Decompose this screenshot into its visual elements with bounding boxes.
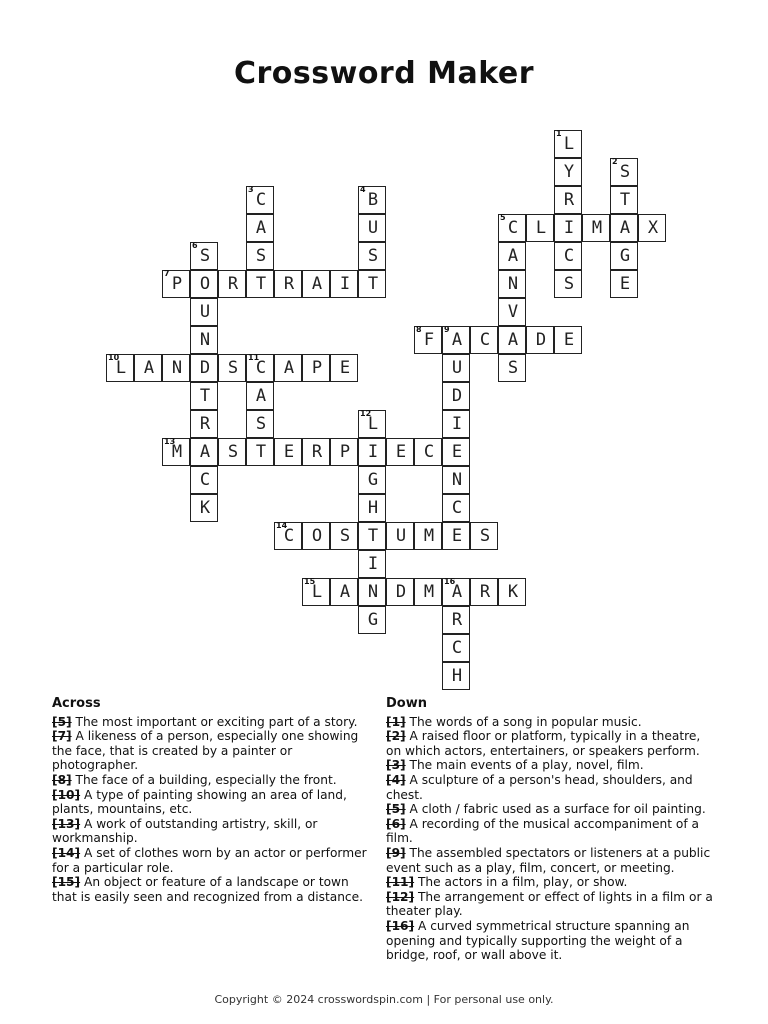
clue-text: A set of clothes worn by an actor or performer for a particular role. — [52, 845, 367, 875]
across-clue — [52, 788, 377, 817]
cell-letter: B — [367, 190, 379, 210]
cell-letter: T — [367, 274, 379, 294]
cell-letter: E — [563, 330, 575, 350]
across-clue — [52, 817, 377, 846]
cell-letter: F — [423, 330, 435, 350]
grid-cell[interactable] — [330, 354, 358, 382]
cell-letter: D — [535, 330, 547, 350]
grid-cell[interactable] — [162, 270, 190, 298]
cell-letter: Y — [563, 162, 575, 182]
grid-cell[interactable] — [386, 438, 414, 466]
clue-number-label: [13] — [52, 816, 81, 831]
cell-letter: N — [199, 330, 211, 350]
cell-letter: S — [255, 414, 267, 434]
down-clue — [386, 715, 716, 730]
grid-cell[interactable] — [638, 214, 666, 242]
clue-text: A cloth / fabric used as a surface for oil painting. — [405, 802, 706, 817]
clue-number: 7 — [164, 269, 170, 278]
cell-letter: U — [395, 526, 407, 546]
clue-number-label: [12] — [386, 889, 415, 904]
cell-letter: H — [367, 498, 379, 518]
clue-text: A work of outstanding artistry, skill, or workmanship. — [52, 816, 318, 846]
cell-letter: C — [199, 470, 211, 490]
grid-cell[interactable] — [274, 354, 302, 382]
grid-cell[interactable] — [190, 466, 218, 494]
cell-letter: S — [367, 246, 379, 266]
clue-number-label: [11] — [386, 875, 415, 890]
cell-letter: A — [255, 386, 267, 406]
clue-text: A type of painting showing an area of land, plants, mountains, etc. — [52, 787, 347, 817]
clue-number-label: [1] — [386, 714, 406, 729]
cell-letter: T — [255, 442, 267, 462]
grid-cell[interactable] — [442, 326, 470, 354]
grid-cell[interactable] — [554, 326, 582, 354]
cell-letter: A — [143, 358, 155, 378]
cell-letter: A — [507, 330, 519, 350]
grid-cell[interactable] — [610, 186, 638, 214]
grid-cell[interactable] — [610, 158, 638, 186]
across-clue — [52, 729, 377, 773]
clue-number: 14 — [276, 521, 288, 530]
across-heading: Across — [52, 696, 101, 711]
grid-cell[interactable] — [498, 326, 526, 354]
cell-letter: S — [227, 442, 239, 462]
grid-cell[interactable] — [358, 466, 386, 494]
cell-letter: N — [451, 470, 463, 490]
grid-cell[interactable] — [358, 606, 386, 634]
cell-letter: H — [451, 666, 463, 686]
cell-letter: G — [619, 246, 631, 266]
grid-cell[interactable] — [414, 438, 442, 466]
grid-cell[interactable] — [554, 130, 582, 158]
down-clue — [386, 802, 716, 817]
cell-letter: L — [367, 414, 379, 434]
grid-cell[interactable] — [190, 494, 218, 522]
cell-letter: M — [171, 442, 183, 462]
grid-cell[interactable] — [302, 578, 330, 606]
grid-cell[interactable] — [610, 270, 638, 298]
grid-cell[interactable] — [498, 298, 526, 326]
cell-letter: C — [451, 638, 463, 658]
cell-letter: L — [535, 218, 547, 238]
grid-cell[interactable] — [582, 214, 610, 242]
cell-letter: U — [367, 218, 379, 238]
across-clue — [52, 846, 377, 875]
cell-letter: C — [255, 358, 267, 378]
cell-letter: R — [563, 190, 575, 210]
cell-letter: N — [507, 274, 519, 294]
clue-text: A recording of the musical accompaniment of a film. — [386, 816, 699, 846]
across-clue — [52, 875, 377, 904]
cell-letter: C — [451, 498, 463, 518]
cell-letter: T — [367, 526, 379, 546]
across-clue — [52, 715, 377, 730]
grid-cell[interactable] — [246, 270, 274, 298]
clue-number: 8 — [416, 325, 422, 334]
grid-cell[interactable] — [274, 522, 302, 550]
cell-letter: A — [255, 218, 267, 238]
cell-letter: T — [199, 386, 211, 406]
grid-cell[interactable] — [134, 354, 162, 382]
clue-number: 4 — [360, 185, 366, 194]
grid-cell[interactable] — [218, 438, 246, 466]
clue-number: 2 — [612, 157, 618, 166]
clue-text: A likeness of a person, especially one showing the face, that is created by a painter or photographer. — [52, 729, 359, 773]
cell-letter: I — [339, 274, 351, 294]
clue-number-label: [8] — [52, 772, 72, 787]
cell-letter: M — [591, 218, 603, 238]
down-clue — [386, 846, 716, 875]
grid-cell[interactable] — [330, 522, 358, 550]
grid-cell[interactable] — [246, 214, 274, 242]
cell-letter: D — [395, 582, 407, 602]
cell-letter: A — [451, 330, 463, 350]
clue-number-label: [7] — [52, 729, 72, 744]
clue-number-label: [6] — [386, 816, 406, 831]
grid-cell[interactable] — [218, 354, 246, 382]
cell-letter: P — [171, 274, 183, 294]
cell-letter: L — [311, 582, 323, 602]
cell-letter: N — [367, 582, 379, 602]
cell-letter: M — [423, 582, 435, 602]
grid-cell[interactable] — [442, 354, 470, 382]
grid-cell[interactable] — [162, 438, 190, 466]
grid-cell[interactable] — [554, 242, 582, 270]
down-heading: Down — [386, 696, 427, 711]
grid-cell[interactable] — [554, 270, 582, 298]
grid-cell[interactable] — [610, 242, 638, 270]
cell-letter: G — [367, 610, 379, 630]
down-clue — [386, 758, 716, 773]
cell-letter: E — [451, 442, 463, 462]
cell-letter: I — [563, 218, 575, 238]
cell-letter: D — [199, 358, 211, 378]
grid-cell[interactable] — [554, 214, 582, 242]
cell-letter: N — [171, 358, 183, 378]
clue-text: A raised floor or platform, typically in a theatre, on which actors, entertainers, or speakers perform. — [386, 729, 701, 758]
down-clue — [386, 773, 716, 802]
grid-cell[interactable] — [330, 438, 358, 466]
clue-text: A sculpture of a person's head, shoulders, and chest. — [386, 772, 693, 802]
cell-letter: M — [423, 526, 435, 546]
grid-cell[interactable] — [162, 354, 190, 382]
cell-letter: E — [451, 526, 463, 546]
grid-cell[interactable] — [442, 606, 470, 634]
clue-number: 6 — [192, 241, 198, 250]
down-clue — [386, 890, 716, 919]
grid-cell[interactable] — [358, 270, 386, 298]
grid-cell[interactable] — [442, 522, 470, 550]
clue-number: 5 — [500, 213, 506, 222]
grid-cell[interactable] — [302, 354, 330, 382]
clue-number-label: [14] — [52, 845, 81, 860]
grid-cell[interactable] — [470, 522, 498, 550]
clue-number-label: [4] — [386, 772, 406, 787]
cell-letter: A — [283, 358, 295, 378]
grid-cell[interactable] — [470, 578, 498, 606]
cell-letter: S — [255, 246, 267, 266]
cell-letter: T — [619, 190, 631, 210]
grid-cell[interactable] — [442, 634, 470, 662]
grid-cell[interactable] — [358, 438, 386, 466]
cell-letter: X — [647, 218, 659, 238]
clue-number: 10 — [108, 353, 120, 362]
grid-cell[interactable] — [498, 242, 526, 270]
grid-cell[interactable] — [554, 158, 582, 186]
grid-cell[interactable] — [414, 326, 442, 354]
cell-letter: A — [451, 582, 463, 602]
grid-cell[interactable] — [442, 438, 470, 466]
clue-text: The words of a song in popular music. — [405, 714, 642, 729]
cell-letter: R — [199, 414, 211, 434]
clue-number-label: [2] — [386, 729, 406, 744]
clue-text: The face of a building, especially the front. — [71, 772, 337, 787]
cell-letter: R — [311, 442, 323, 462]
cell-letter: C — [283, 526, 295, 546]
grid-cell[interactable] — [246, 410, 274, 438]
grid-cell[interactable] — [218, 270, 246, 298]
clue-number: 9 — [444, 325, 450, 334]
down-clue — [386, 817, 716, 846]
grid-cell[interactable] — [498, 354, 526, 382]
grid-cell[interactable] — [414, 522, 442, 550]
cell-letter: O — [311, 526, 323, 546]
down-clue — [386, 919, 716, 963]
grid-cell[interactable] — [358, 494, 386, 522]
grid-cell[interactable] — [442, 382, 470, 410]
grid-cell[interactable] — [358, 578, 386, 606]
grid-cell[interactable] — [190, 326, 218, 354]
grid-cell[interactable] — [358, 550, 386, 578]
grid-cell[interactable] — [190, 438, 218, 466]
cell-letter: R — [227, 274, 239, 294]
grid-cell[interactable] — [246, 382, 274, 410]
cell-letter: S — [227, 358, 239, 378]
clue-text: The assembled spectators or listeners at a public event such as a play, film, concert, or meeting. — [386, 845, 711, 875]
cell-letter: R — [451, 610, 463, 630]
cell-letter: D — [451, 386, 463, 406]
cell-letter: C — [255, 190, 267, 210]
down-clue — [386, 729, 716, 758]
cell-letter: C — [479, 330, 491, 350]
cell-letter: I — [451, 414, 463, 434]
cell-letter: C — [563, 246, 575, 266]
cell-letter: A — [619, 218, 631, 238]
cell-letter: S — [199, 246, 211, 266]
grid-cell[interactable] — [442, 494, 470, 522]
page-title: Crossword Maker — [233, 56, 535, 91]
grid-cell[interactable] — [302, 522, 330, 550]
clue-number-label: [3] — [386, 758, 406, 773]
clue-number: 16 — [444, 577, 456, 586]
cell-letter: A — [507, 246, 519, 266]
cell-letter: P — [311, 358, 323, 378]
grid-cell[interactable] — [246, 354, 274, 382]
grid-cell[interactable] — [358, 214, 386, 242]
grid-cell[interactable] — [246, 438, 274, 466]
grid-cell[interactable] — [386, 578, 414, 606]
grid-cell[interactable] — [190, 298, 218, 326]
grid-cell[interactable] — [358, 242, 386, 270]
cell-letter: R — [283, 274, 295, 294]
clue-number: 3 — [248, 185, 254, 194]
clue-text: The arrangement or effect of lights in a film or a theater play. — [386, 889, 713, 919]
cell-letter: G — [367, 470, 379, 490]
clue-number: 11 — [248, 353, 260, 362]
cell-letter: T — [255, 274, 267, 294]
clue-text: The main events of a play, novel, film. — [405, 758, 644, 773]
across-clues — [52, 697, 377, 904]
grid-cell[interactable] — [610, 214, 638, 242]
grid-cell[interactable] — [526, 326, 554, 354]
cell-letter: S — [507, 358, 519, 378]
grid-cell[interactable] — [274, 438, 302, 466]
clue-number-label: [15] — [52, 875, 81, 890]
cell-letter: V — [507, 302, 519, 322]
down-clue-list — [386, 715, 716, 963]
grid-cell[interactable] — [442, 578, 470, 606]
clue-number: 15 — [304, 577, 316, 586]
grid-cell[interactable] — [246, 242, 274, 270]
cell-letter: L — [115, 358, 127, 378]
cell-letter: S — [339, 526, 351, 546]
grid-cell[interactable] — [302, 438, 330, 466]
cell-letter: C — [423, 442, 435, 462]
cell-letter: E — [395, 442, 407, 462]
cell-letter: K — [199, 498, 211, 518]
copyright-footer: Copyright © 2024 crosswordspin.com | For personal use only. — [214, 993, 554, 1006]
clue-number-label: [9] — [386, 845, 406, 860]
grid-cell[interactable] — [330, 270, 358, 298]
grid-cell[interactable] — [386, 522, 414, 550]
down-clues — [386, 697, 716, 963]
cell-letter: E — [339, 358, 351, 378]
clue-text: An object or feature of a landscape or town that is easily seen and recognized from a distance. — [52, 875, 364, 904]
cell-letter: I — [367, 442, 379, 462]
grid-cell[interactable] — [302, 270, 330, 298]
cell-letter: S — [479, 526, 491, 546]
grid-cell[interactable] — [190, 410, 218, 438]
across-clue — [52, 773, 377, 788]
grid-cell[interactable] — [358, 186, 386, 214]
grid-cell[interactable] — [190, 354, 218, 382]
clue-number-label: [10] — [52, 787, 81, 802]
grid-cell[interactable] — [470, 326, 498, 354]
clue-number-label: [5] — [386, 802, 406, 817]
grid-cell[interactable] — [274, 270, 302, 298]
grid-cell[interactable] — [498, 214, 526, 242]
clue-number: 13 — [164, 437, 176, 446]
grid-cell[interactable] — [498, 270, 526, 298]
cell-letter: I — [367, 554, 379, 574]
cell-letter: E — [283, 442, 295, 462]
cell-letter: R — [479, 582, 491, 602]
grid-cell[interactable] — [330, 578, 358, 606]
clue-text: A curved symmetrical structure spanning an opening and typically supporting the weight of a bridge, roof, or wall above it. — [386, 918, 690, 963]
cell-letter: A — [311, 274, 323, 294]
clue-number: 12 — [360, 409, 372, 418]
cell-letter: P — [339, 442, 351, 462]
grid-cell[interactable] — [190, 382, 218, 410]
grid-cell[interactable] — [554, 186, 582, 214]
cell-letter: A — [339, 582, 351, 602]
cell-letter: E — [619, 274, 631, 294]
grid-cell[interactable] — [190, 270, 218, 298]
cell-letter: K — [507, 582, 519, 602]
grid-cell[interactable] — [442, 466, 470, 494]
cell-letter: A — [199, 442, 211, 462]
cell-letter: S — [619, 162, 631, 182]
clue-number-label: [5] — [52, 714, 72, 729]
grid-cell[interactable] — [190, 242, 218, 270]
clue-text: The most important or exciting part of a story. — [71, 714, 358, 729]
grid-cell[interactable] — [414, 578, 442, 606]
down-clue — [386, 875, 716, 890]
grid-cell[interactable] — [358, 410, 386, 438]
cell-letter: U — [199, 302, 211, 322]
across-clue-list — [52, 715, 377, 905]
grid-cell[interactable] — [498, 578, 526, 606]
clue-number-label: [16] — [386, 918, 415, 933]
cell-letter: C — [507, 218, 519, 238]
clue-number: 1 — [556, 129, 562, 138]
cell-letter: L — [563, 134, 575, 154]
grid-cell[interactable] — [442, 410, 470, 438]
cell-letter: U — [451, 358, 463, 378]
grid-cell[interactable] — [358, 522, 386, 550]
clue-text: The actors in a film, play, or show. — [414, 875, 628, 890]
grid-cell[interactable] — [442, 662, 470, 690]
grid-cell[interactable] — [106, 354, 134, 382]
cell-letter: O — [199, 274, 211, 294]
cell-letter: S — [563, 274, 575, 294]
grid-cell[interactable] — [246, 186, 274, 214]
grid-cell[interactable] — [526, 214, 554, 242]
